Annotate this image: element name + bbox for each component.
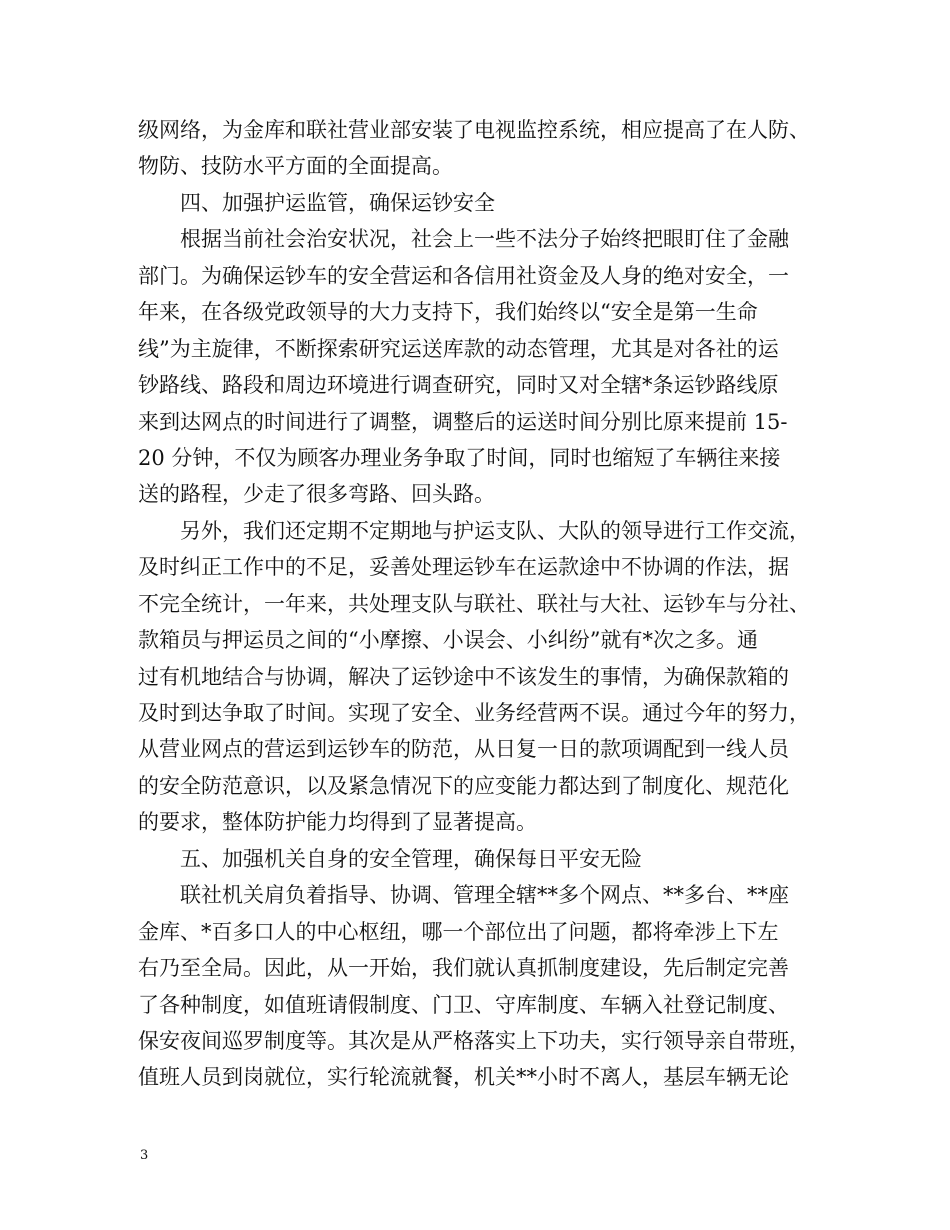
text-line: 部门。为确保运钞车的安全营运和各信用社资金及人身的绝对安全，一 <box>138 263 789 288</box>
text-line: 另外，我们还定期不定期地与护运支队、大队的领导进行工作交流， <box>180 518 810 543</box>
text-line: 值班人员到岗就位，实行轮流就餐，机关**小时不离人，基层车辆无论 <box>138 1065 789 1090</box>
text-line: 根据当前社会治安状况，社会上一些不法分子始终把眼盯住了金融 <box>180 227 789 252</box>
text-line: 金库、*百多口人的中心枢纽，哪一个部位出了问题，都将牵涉上下左 <box>138 919 779 944</box>
text-line: 年来，在各级党政领导的大力支持下，我们始终以“安全是第一生命 <box>138 300 758 325</box>
text-line: 右乃至全局。因此，从一开始，我们就认真抓制度建设，先后制定完善 <box>138 956 789 981</box>
page-number: 3 <box>140 1148 149 1163</box>
text-line: 钞路线、路段和周边环境进行调查研究，同时又对全辖*条运钞路线原 <box>138 373 779 398</box>
text-line: 级网络，为金库和联社营业部安装了电视监控系统，相应提高了在人防、 <box>138 118 810 142</box>
body-text <box>138 112 828 1096</box>
text-line: 过有机地结合与协调，解决了运钞途中不该发生的事情，为确保款箱的 <box>138 664 789 689</box>
text-line: 四、加强护运监管，确保运钞安全 <box>180 190 495 215</box>
text-line: 联社机关肩负着指导、协调、管理全辖**多个网点、**多台、**座 <box>180 883 789 908</box>
text-line: 的要求，整体防护能力均得到了显著提高。 <box>138 810 537 835</box>
text-line: 20 分钟，不仅为顾客办理业务争取了时间，同时也缩短了车辆往来接 <box>138 445 781 470</box>
text-line: 五、加强机关自身的安全管理，确保每日平安无险 <box>180 846 642 871</box>
text-line: 及时到达争取了时间。实现了安全、业务经营两不误。通过今年的努力， <box>138 701 810 725</box>
text-line: 了各种制度，如值班请假制度、门卫、守库制度、车辆入社登记制度、 <box>138 992 789 1017</box>
text-line: 来到达网点的时间进行了调整，调整后的运送时间分别比原来提前 15- <box>138 409 788 434</box>
text-line: 保安夜间巡罗制度等。其次是从严格落实上下功夫，实行领导亲自带班， <box>138 1028 810 1053</box>
text-line: 线”为主旋律，不断探索研究运送库款的动态管理，尤其是对各社的运 <box>138 336 779 361</box>
text-line: 不完全统计，一年来，共处理支队与联社、联社与大社、运钞车与分社、 <box>138 591 810 616</box>
text-line: 的安全防范意识，以及紧急情况下的应变能力都达到了制度化、规范化 <box>138 773 789 798</box>
text-line: 物防、技防水平方面的全面提高。 <box>138 154 453 179</box>
text-line: 送的路程，少走了很多弯路、回头路。 <box>138 482 495 507</box>
text-line: 及时纠正工作中的不足，妥善处理运钞车在运款途中不协调的作法，据 <box>138 555 789 580</box>
text-line: 从营业网点的营运到运钞车的防范，从日复一日的款项调配到一线人员 <box>138 737 789 762</box>
text-line: 款箱员与押运员之间的“小摩擦、小误会、小纠纷”就有*次之多。通 <box>138 628 758 653</box>
